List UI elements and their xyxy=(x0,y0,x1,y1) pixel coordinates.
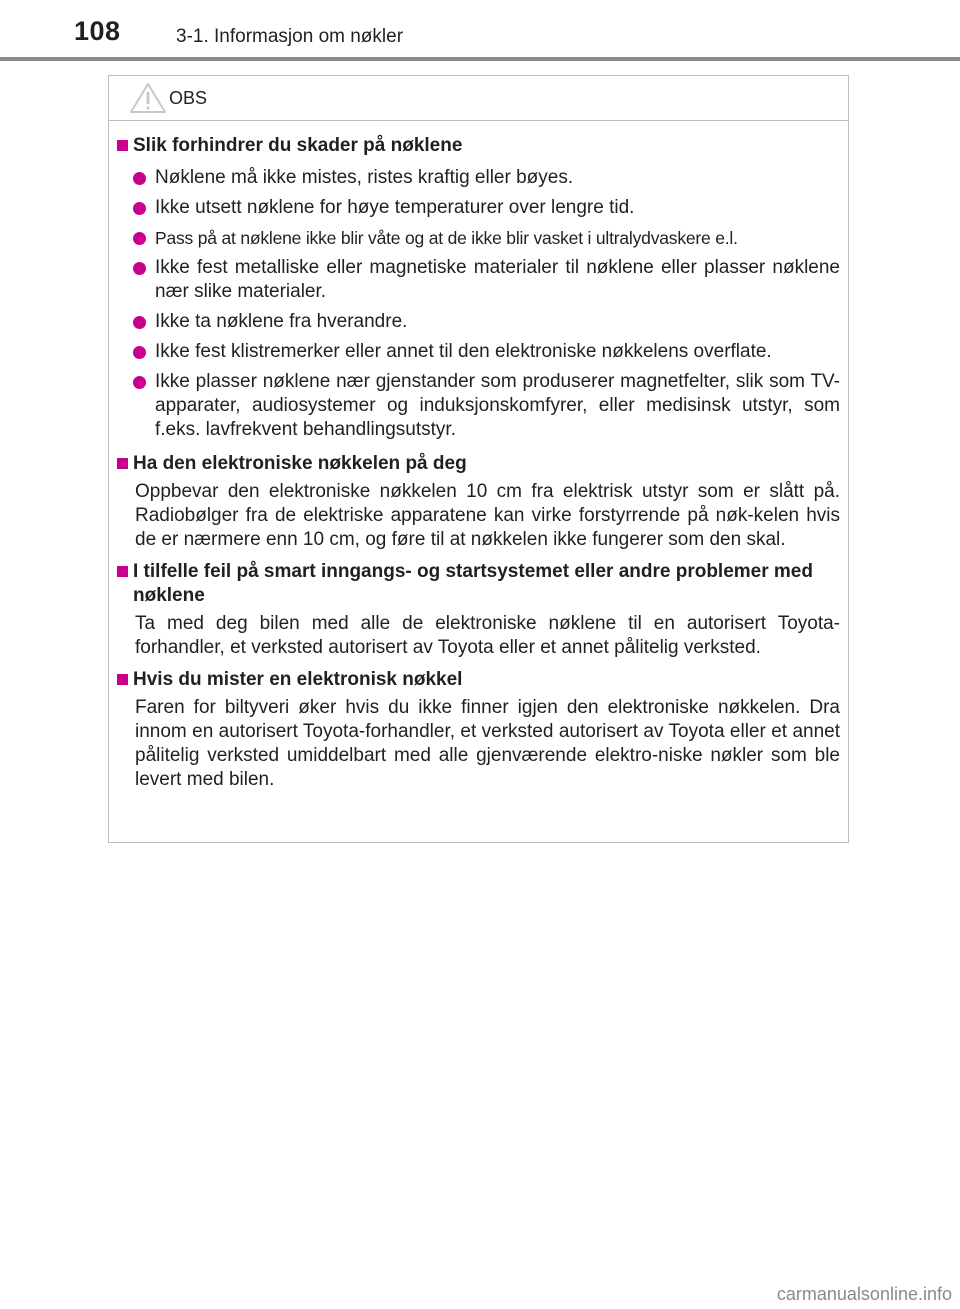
section-heading: Ha den elektroniske nøkkelen på deg xyxy=(115,452,840,476)
header-rule xyxy=(0,57,960,61)
warning-triangle-icon xyxy=(129,82,167,114)
circle-bullet-icon xyxy=(133,202,146,215)
section-heading: Hvis du mister en elektronisk nøkkel xyxy=(115,668,840,692)
paragraph: Oppbevar den elektroniske nøkkelen 10 cm fra elektrisk utstyr som er slått på. Radiobølger fra de elektriske apparatene kan virke forstyrrende på nøk-kelen hvis de er nærmere enn 10 cm, og føre til at nøkkelen ikke fungerer som den skal. xyxy=(135,481,840,550)
paragraph: Ta med deg bilen med alle de elektroniske nøklene til en autorisert Toyota-forhandler, et verksted autorisert av Toyota eller et annet pålitelig verksted. xyxy=(135,613,840,658)
section-heading: I tilfelle feil på smart inngangs- og startsystemet eller andre problemer med nøklene xyxy=(115,560,840,608)
notice-content xyxy=(109,134,848,800)
circle-bullet-icon xyxy=(133,316,146,329)
notice-box xyxy=(108,75,849,843)
circle-bullet-icon xyxy=(133,232,146,245)
notice-header xyxy=(109,76,848,121)
square-bullet-icon xyxy=(117,140,128,151)
circle-bullet-icon xyxy=(133,172,146,185)
section-heading: Slik forhindrer du skader på nøklene xyxy=(115,134,840,158)
list-item: Ikke fest klistremerker eller annet til den elektroniske nøkkelens overflate. xyxy=(115,340,840,364)
square-bullet-icon xyxy=(117,458,128,469)
circle-bullet-icon xyxy=(133,346,146,359)
watermark: carmanualsonline.info xyxy=(776,1284,952,1304)
list-item: Ikke fest metalliske eller magnetiske materialer til nøklene eller plasser nøklene nær slike materialer. xyxy=(115,256,840,304)
circle-bullet-icon xyxy=(133,262,146,275)
list-item: Ikke utsett nøklene for høye temperaturer over lengre tid. xyxy=(115,196,840,220)
list-item: Nøklene må ikke mistes, ristes kraftig eller bøyes. xyxy=(115,166,840,190)
page-header xyxy=(0,0,960,62)
paragraph: Faren for biltyveri øker hvis du ikke finner igjen den elektroniske nøkkelen. Dra innom en autorisert Toyota-forhandler, et verksted autorisert av Toyota eller et annet pålitelig verksted umiddelbart med alle gjenværende elektro-niske nøkler som ble levert med bilen. xyxy=(135,697,840,790)
notice-label: OBS xyxy=(169,88,208,108)
list-item: Ikke ta nøklene fra hverandre. xyxy=(115,310,840,334)
circle-bullet-icon xyxy=(133,376,146,389)
list-item: Pass på at nøklene ikke blir våte og at de ikke blir vasket i ultralydvaskere e.l. xyxy=(115,226,840,250)
section-title: 3-1. Informasjon om nøkler xyxy=(176,26,404,47)
list-item: Ikke plasser nøklene nær gjenstander som produserer magnetfelter, slik som TV-apparater, audiosystemer og induksjonskomfyrer, eller medisinsk utstyr, som f.eks. lavfrekvent behandlingsutstyr. xyxy=(115,370,840,442)
square-bullet-icon xyxy=(117,566,128,577)
page-number: 108 xyxy=(74,16,121,46)
square-bullet-icon xyxy=(117,674,128,685)
